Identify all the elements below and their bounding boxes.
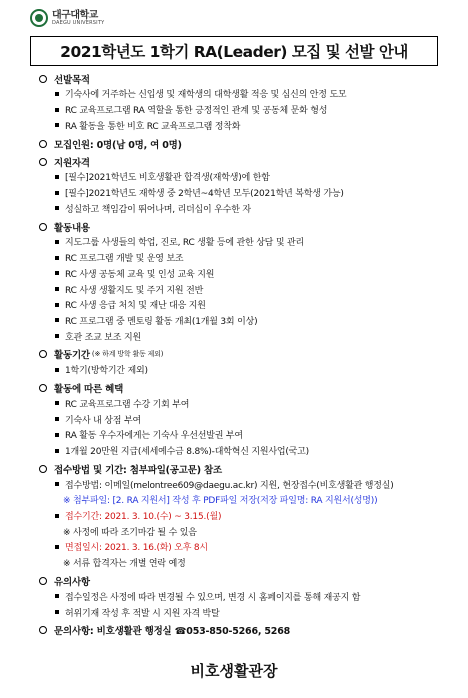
bullet-text: 호관 조교 보조 지원 (65, 332, 141, 343)
bullet-item (34, 539, 454, 555)
square-bullet-icon (55, 334, 59, 338)
note-text: ※ 사정에 따라 조기마감 될 수 있음 (63, 527, 197, 538)
section-circle-icon (39, 350, 47, 358)
bullet-item (34, 328, 454, 344)
logo-name-korean: 대구대학교 (52, 9, 98, 21)
section-heading (34, 461, 454, 476)
bullet-text: RA 활동 우수자에게는 기숙사 우선선발권 부여 (65, 431, 243, 442)
bullet-item (34, 362, 454, 378)
bullet-item (34, 200, 454, 216)
square-bullet-icon (55, 92, 59, 96)
square-bullet-icon (55, 368, 59, 372)
bullet-text: RC 프로그램 중 멘토링 활동 개최(1개월 3회 이상) (65, 316, 258, 327)
bullet-item (34, 508, 454, 524)
section-title: 활동에 따른 혜택 (54, 384, 124, 396)
section-title: 접수방법 및 기간: 첨부파일(공고문) 참조 (54, 464, 222, 476)
section-circle-icon (39, 626, 47, 634)
bullet-item (34, 443, 454, 459)
bullet-text: 성실하고 책임감이 뛰어나며, 리더십이 우수한 자 (65, 204, 251, 215)
bullet-item (34, 476, 454, 492)
bullet-text: RC 교육프로그램 RA 역할을 통한 긍정적인 관계 및 공동체 문화 형성 (65, 106, 328, 117)
bullet-text: 1개월 20만원 지급(세세예수금 8.8%)-대학혁신 지원사업(국고) (65, 447, 309, 458)
title-box (30, 36, 438, 66)
bullet-text: RC 프로그램 개발 및 운영 보조 (65, 254, 184, 265)
section-title: 선발목적 (54, 74, 90, 86)
section-heading (34, 623, 454, 638)
square-bullet-icon (55, 318, 59, 322)
bullet-item (34, 250, 454, 266)
note-line (34, 523, 454, 539)
section-circle-icon (39, 140, 47, 148)
note-text: ※ 첨부파일: [2. RA 지원서] 작성 후 PDF파일 저장(저장 파일명: RA 지원서(성명)) (63, 496, 378, 507)
bullet-text: 면접일시: 2021. 3. 16.(화) 오후 8시 (65, 543, 208, 554)
square-bullet-icon (55, 610, 59, 614)
bullet-text: 기숙사 내 상점 부여 (65, 415, 141, 426)
bullet-text: 접수기간: 2021. 3. 10.(수) ~ 3.15.(월) (65, 512, 222, 523)
section-heading (34, 71, 454, 86)
bullet-item (34, 266, 454, 282)
bullet-item (34, 313, 454, 329)
note-line (34, 555, 454, 571)
square-bullet-icon (55, 433, 59, 437)
bullet-item (34, 169, 454, 185)
square-bullet-icon (55, 449, 59, 453)
square-bullet-icon (55, 108, 59, 112)
bullet-text: 접수방법: 이메일(melontree609@daegu.ac.kr) 지원, 현장접수(비호생활관 행정실) (65, 480, 394, 491)
section-heading (34, 154, 454, 169)
note-text: ※ 서류 합격자는 개별 연락 예정 (63, 559, 186, 570)
square-bullet-icon (55, 175, 59, 179)
section-circle-icon (39, 384, 47, 392)
section-title: 유의사항 (54, 577, 90, 588)
issuer-signature: 비호생활관장 (190, 662, 278, 680)
bullet-text: 지도그룹 사생들의 학업, 진로, RC 생활 등에 관한 상담 및 관리 (65, 238, 304, 249)
bullet-text: RA 활동을 통한 비호 RC 교육프로그램 정착화 (65, 121, 241, 132)
square-bullet-icon (55, 271, 59, 275)
section-title: 모집인원: 0명(남 0명, 여 0명) (54, 139, 182, 151)
bullet-text: RC 교육프로그램 수강 기회 부여 (65, 399, 190, 410)
section-title: 활동내용 (54, 222, 90, 234)
bullet-item (34, 427, 454, 443)
bullet-text: 1학기(방학기간 제외) (65, 366, 148, 377)
page-title: 2021학년도 1학기 RA(Leader) 모집 및 선발 안내 (60, 43, 408, 61)
square-bullet-icon (55, 206, 59, 210)
section-title: 활동기간 (54, 350, 90, 362)
section-circle-icon (39, 158, 47, 166)
square-bullet-icon (55, 191, 59, 195)
square-bullet-icon (55, 545, 59, 549)
section-circle-icon (39, 577, 47, 585)
university-emblem-icon (30, 9, 48, 27)
square-bullet-icon (55, 401, 59, 405)
section-title: 문의사항: 비호생활관 행정실 ☎053-850-5266, 5268 (54, 626, 291, 638)
square-bullet-icon (55, 123, 59, 127)
square-bullet-icon (55, 482, 59, 486)
bullet-item (34, 589, 454, 605)
bullet-text: RC 사생 공동체 교육 및 인성 교육 지원 (65, 269, 215, 280)
bullet-text: 허위기재 작성 후 적발 시 지원 자격 박탈 (65, 608, 220, 619)
bullet-item (34, 86, 454, 102)
section-circle-icon (39, 465, 47, 473)
bullet-text: [필수]2021학년도 재학생 중 2학년~4학년 모두(2021학년 복학생 가능) (65, 189, 344, 200)
section-heading (34, 381, 454, 396)
bullet-item (34, 117, 454, 133)
bullet-text: 접수일정은 사정에 따라 변경될 수 있으며, 변경 시 홈페이지를 통해 재공지 함 (65, 592, 361, 603)
bullet-text: RC 사생 응급 처치 및 재난 대응 지원 (65, 301, 206, 312)
section-circle-icon (39, 75, 47, 83)
bullet-item (34, 281, 454, 297)
square-bullet-icon (55, 240, 59, 244)
bullet-item (34, 102, 454, 118)
bullet-item (34, 185, 454, 201)
section-heading (34, 574, 454, 589)
square-bullet-icon (55, 417, 59, 421)
bullet-text: RC 사생 생활지도 및 주거 지원 전반 (65, 285, 204, 296)
section-heading (34, 136, 454, 151)
section-heading (34, 347, 454, 362)
logo-name-english: DAEGU UNIVERSITY (52, 19, 105, 26)
bullet-item (34, 604, 454, 620)
square-bullet-icon (55, 303, 59, 307)
bullet-item (34, 396, 454, 412)
note-line (34, 492, 454, 508)
notice-content (34, 71, 454, 638)
section-title: 지원자격 (54, 157, 90, 169)
square-bullet-icon (55, 514, 59, 518)
bullet-text: 기숙사에 거주하는 신입생 및 재학생의 대학생활 적응 및 심신의 안정 도모 (65, 90, 347, 101)
square-bullet-icon (55, 287, 59, 291)
bullet-text: [필수]2021학년도 비호생활관 합격생(재학생)에 한함 (65, 173, 270, 184)
section-heading (34, 219, 454, 234)
bullet-item (34, 234, 454, 250)
university-logo (30, 9, 104, 27)
section-note: (※ 하계 방학 활동 제외) (91, 350, 164, 359)
section-circle-icon (39, 223, 47, 231)
square-bullet-icon (55, 594, 59, 598)
bullet-item (34, 411, 454, 427)
square-bullet-icon (55, 256, 59, 260)
bullet-item (34, 297, 454, 313)
